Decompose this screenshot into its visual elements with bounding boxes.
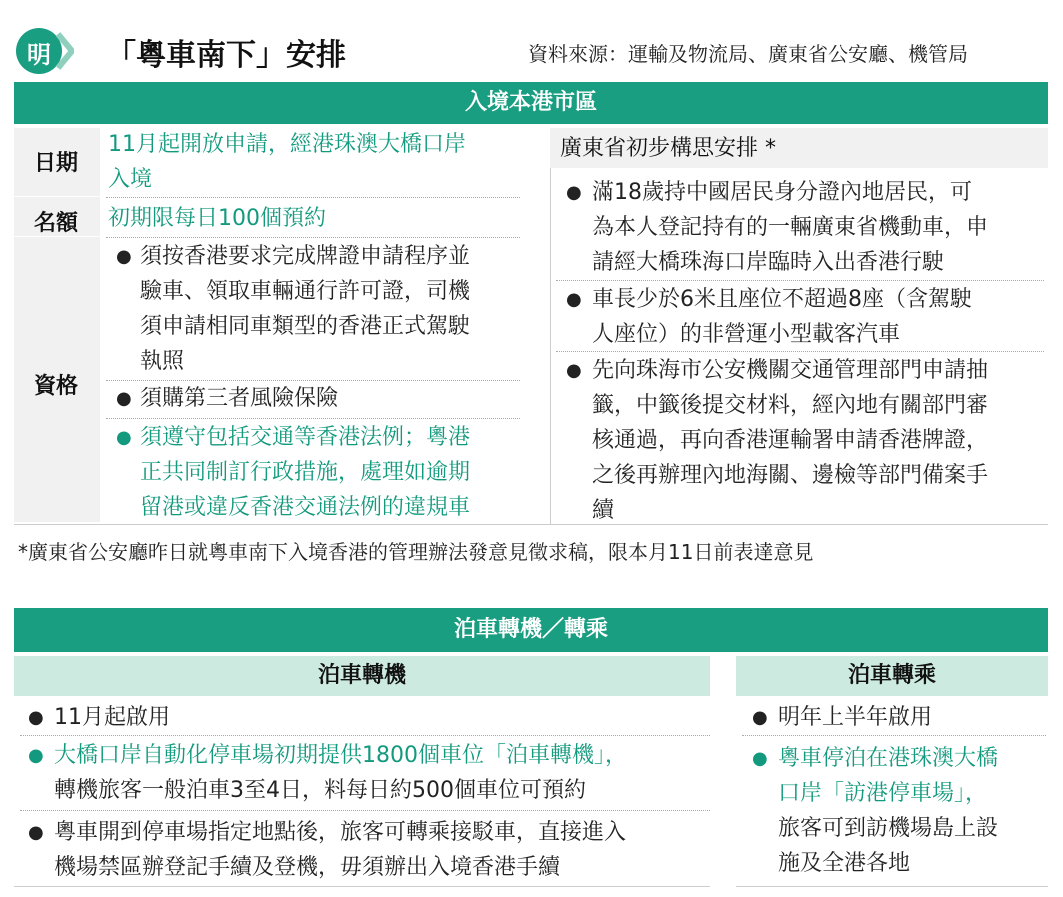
label-divider — [14, 196, 100, 197]
park-line: 11月起啟用 — [54, 705, 170, 730]
date-label: 日期 — [34, 151, 79, 176]
qual-line: 須申請相同車類型的香港正式駕駛 — [140, 314, 471, 339]
qual-line: 執照 — [140, 349, 185, 374]
gd-line: 核通過，再向香港運輸署申請香港牌證， — [592, 428, 989, 453]
divider — [556, 280, 1044, 281]
divider — [742, 735, 1046, 736]
bullet-dot: ● — [28, 822, 44, 843]
divider — [556, 351, 1044, 352]
date-line: 11月起開放申請，經港珠澳大橋口岸 — [108, 132, 466, 157]
logo-text: 明 — [27, 41, 51, 69]
label-divider — [14, 236, 100, 237]
park-line: 施及全港各地 — [778, 851, 911, 876]
bullet-dot: ● — [752, 748, 768, 769]
date-line: 入境 — [108, 167, 153, 192]
gd-line: 為本人登記持有的一輛廣東省機動車，申 — [592, 215, 989, 240]
qual-line: 驗車、領取車輛通行許可證，司機 — [140, 279, 471, 304]
bullet-dot: ● — [566, 289, 582, 310]
gd-line: 續 — [592, 498, 615, 523]
park-line: 明年上半年啟用 — [778, 705, 933, 730]
divider — [106, 197, 520, 198]
section-divider — [14, 886, 710, 887]
qual-line: 須遵守包括交通等香港法例；粵港 — [140, 425, 471, 450]
source-line: 資料來源：運輸及物流局、廣東省公安廳、機管局 — [528, 42, 968, 66]
logo — [14, 26, 74, 76]
park-line: 口岸「訪港停車場」， — [778, 781, 988, 806]
park-line: 機場禁區辦登記手續及登機，毋須辦出入境香港手續 — [54, 855, 561, 880]
qual-line: 須購第三者風險保險 — [140, 386, 339, 411]
gd-line: 先向珠海市公安機關交通管理部門申請抽 — [592, 358, 989, 383]
left-subheading: 泊車轉機 — [14, 656, 710, 696]
section-divider — [736, 886, 1048, 887]
gd-line: 滿18歲持中國居民身分證內地居民，可 — [592, 180, 972, 205]
park-line: 粵車開到停車場指定地點後，旅客可轉乘接駁車，直接進入 — [54, 820, 627, 845]
bullet-dot: ● — [116, 246, 132, 267]
qual-line: 須按香港要求完成牌證申請程序並 — [140, 244, 471, 269]
quota-text: 初期限每日100個預約 — [108, 206, 326, 231]
label-column — [14, 128, 100, 522]
qual-line: 正共同制訂行政措施，處理如逾期 — [140, 460, 471, 485]
bullet-dot: ● — [116, 427, 132, 448]
parking-heading: 泊車轉機／轉乘 — [14, 608, 1048, 652]
gd-line: 請經大橋珠海口岸臨時入出香港行駛 — [592, 250, 945, 275]
page-title: 「粵車南下」安排 — [106, 38, 346, 73]
park-line: 粵車停泊在港珠澳大橋 — [778, 746, 999, 771]
gd-title: 廣東省初步構思安排 * — [560, 136, 776, 161]
divider — [20, 810, 710, 811]
bullet-dot: ● — [566, 360, 582, 381]
gd-line: 籤，中籤後提交材料，經內地有關部門審 — [592, 393, 989, 418]
divider — [106, 418, 520, 419]
bullet-dot: ● — [28, 745, 44, 766]
bullet-dot: ● — [752, 707, 768, 728]
gd-line: 之後再辦理內地海關、邊檢等部門備案手 — [592, 463, 989, 488]
gd-line: 車長少於6米且座位不超過8座（含駕駛 — [592, 287, 972, 312]
park-line: 旅客可到訪機場島上設 — [778, 816, 999, 841]
section-divider — [14, 524, 550, 525]
gd-line: 人座位）的非營運小型載客汽車 — [592, 322, 901, 347]
qual-label: 資格 — [34, 374, 79, 399]
park-line: 轉機旅客一般泊車3至4日，料每日約500個車位可預約 — [54, 778, 586, 803]
qual-line: 留港或違反香港交通法例的違規車 — [140, 495, 471, 520]
bullet-dot: ● — [116, 388, 132, 409]
quota-label: 名額 — [34, 211, 79, 236]
footnote: *廣東省公安廳昨日就粵車南下入境香港的管理辦法發意見徵求稿，限本月11日前表達意見 — [18, 540, 814, 564]
park-line: 大橋口岸自動化停車場初期提供1800個車位「泊車轉機」， — [54, 743, 627, 768]
divider — [20, 735, 710, 736]
bullet-dot: ● — [566, 182, 582, 203]
right-subheading: 泊車轉乘 — [736, 656, 1048, 696]
entry-heading: 入境本港市區 — [14, 82, 1048, 124]
bullet-dot: ● — [28, 707, 44, 728]
divider — [106, 237, 520, 238]
